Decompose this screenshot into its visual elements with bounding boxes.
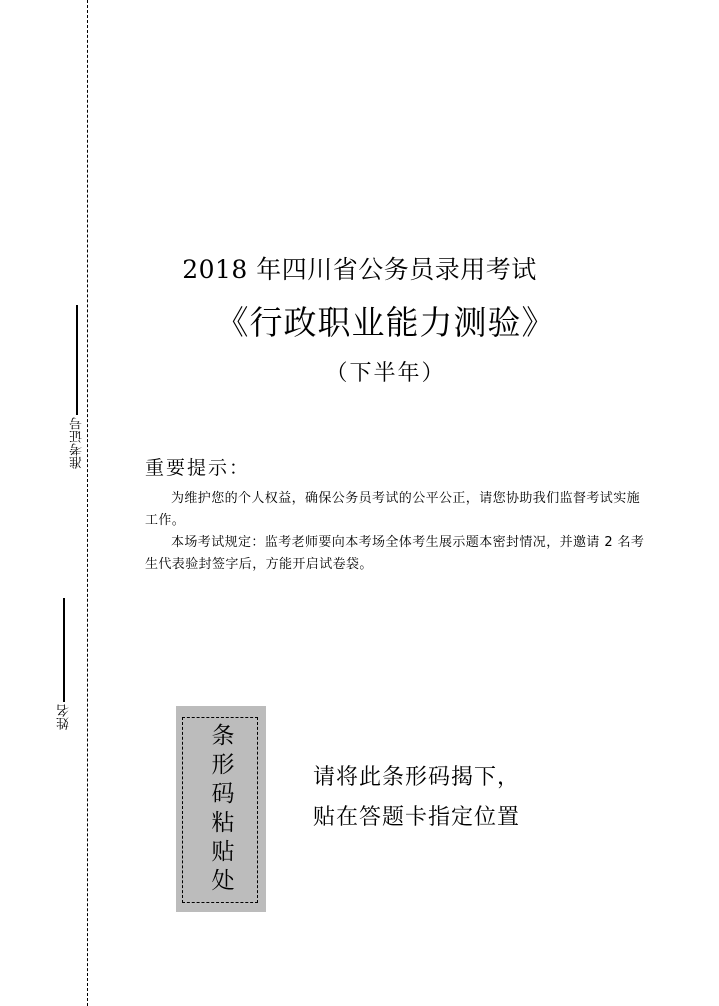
name-field[interactable] <box>51 598 77 730</box>
barcode-instruction-line-2: 贴在答题卡指定位置 <box>313 805 521 830</box>
name-line <box>63 598 64 702</box>
notice-paragraph-1: 为维护您的个人权益，确保公务员考试的公平公正，请您协助我们监督考试实施工作。 <box>145 491 641 528</box>
exam-half: （下半年） <box>325 361 446 386</box>
ticket-number-label: 准考证号 <box>69 417 85 469</box>
barcode-instruction <box>313 758 520 838</box>
name-label: 姓名 <box>56 704 72 730</box>
exam-subject: 《行政职业能力测验》 <box>215 303 556 342</box>
exam-title: 2018 年四川省公务员录用考试 <box>182 255 537 284</box>
barcode-label: 条形码粘贴处 <box>207 723 234 897</box>
barcode-area <box>176 706 266 912</box>
notice-title: 重要提示： <box>145 457 251 479</box>
important-notice <box>145 453 645 576</box>
barcode-instruction-line-1: 请将此条形码揭下， <box>313 765 521 790</box>
barcode-dashed-frame <box>182 717 258 903</box>
notice-paragraph-2: 本场考试规定：监考老师要向本考场全体考生展示题本密封情况，并邀请 2 名考生代表验封签字后，方能开启试卷袋。 <box>145 535 645 572</box>
binding-cut-line <box>87 0 88 1006</box>
